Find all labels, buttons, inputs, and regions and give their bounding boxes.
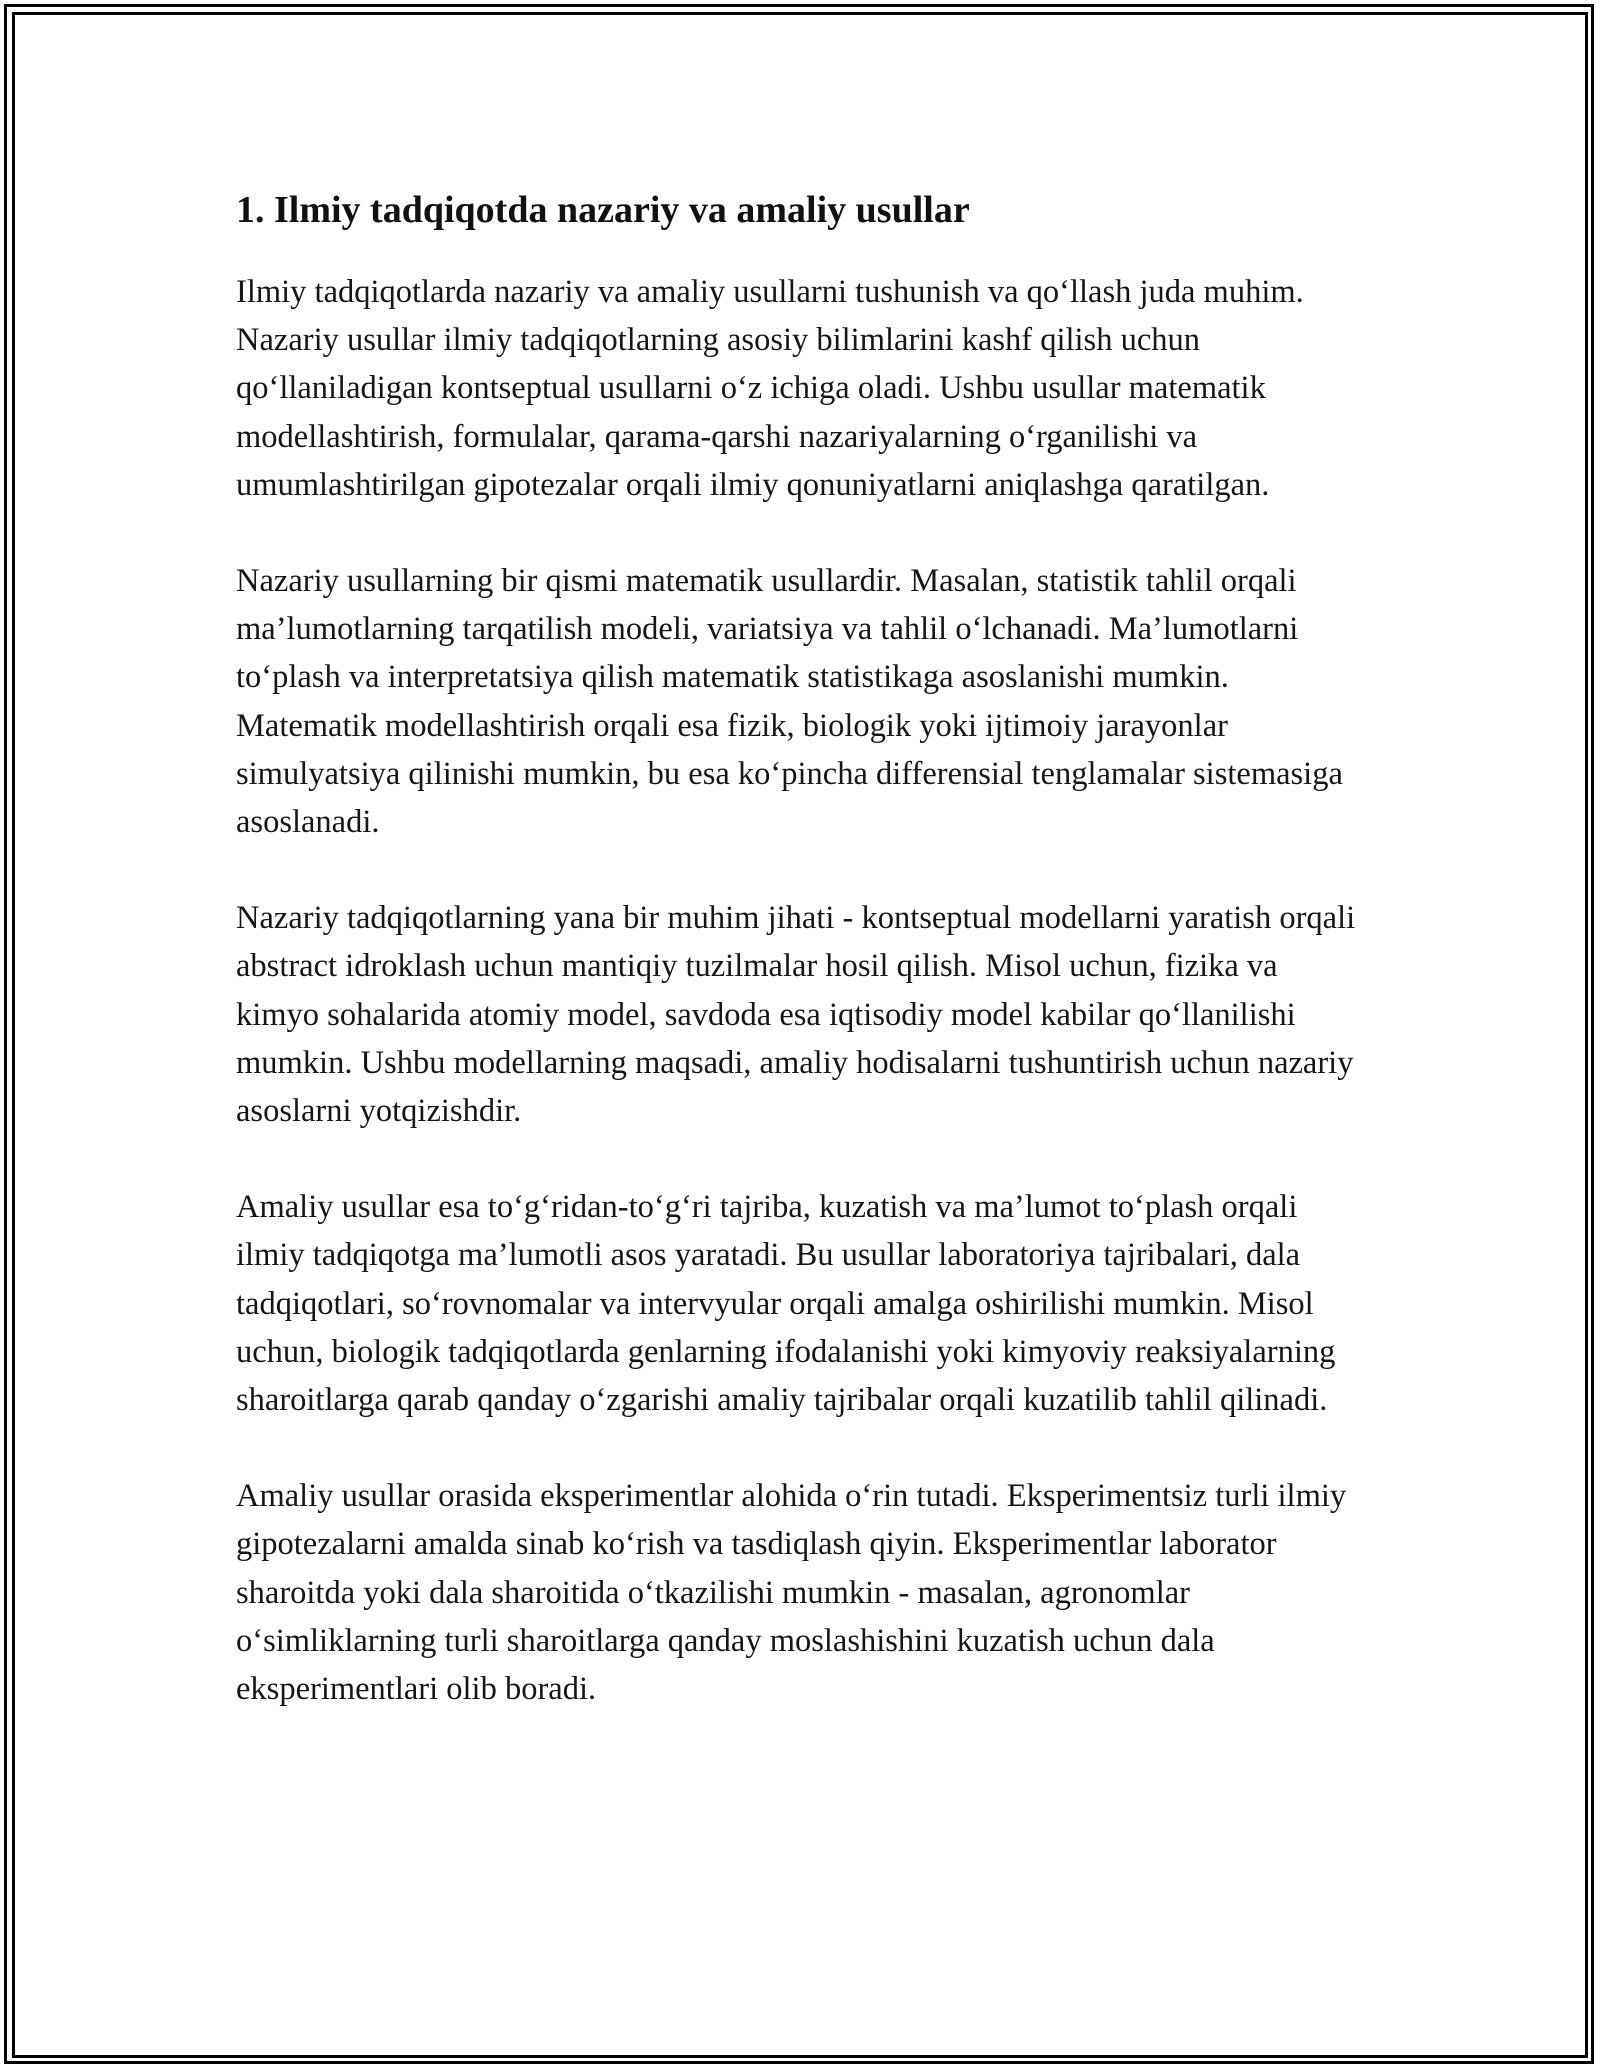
paragraph-1: Ilmiy tadqiqotlarda nazariy va amaliy usullarni tushunish va qo‘llash juda muhim. Nazariy usullar ilmiy tadqiqotlarning asosiy bilimlarini kashf qilish uchun qo‘llaniladigan kontseptual usullarni o‘z ichiga oladi. Ushbu usullar matematik modellashtirish, formulalar, qarama-qarshi nazariyalarning o‘rganilishi va umumlashtirilgan gipotezalar orqali ilmiy qonuniyatlarni aniqlashga qaratilgan. (236, 274, 1304, 503)
paragraph-3: Nazariy tadqiqotlarning yana bir muhim jihati - kontseptual modellarni yaratish orqali abstract idroklash uchun mantiqiy tuzilmalar hosil qilish. Misol uchun, fizika va kimyo sohalarida atomiy model, savdoda esa iqtisodiy model kabilar qo‘llanilishi mumkin. Ushbu modellarning maqsadi, amaliy hodisalarni tushuntirish uchun nazariy asoslarni yotqizishdir. (236, 900, 1356, 1130)
paragraph-4: Amaliy usullar esa to‘g‘ridan-to‘g‘ri tajriba, kuzatish va ma’lumot to‘plash orqali ilmiy tadqiqotga ma’lumotli asos yaratadi. Bu usullar laboratoriya tajribalari, dala tadqiqotlari, so‘rovnomalar va intervyular orqali amalga oshirilishi mumkin. Misol uchun, biologik tadqiqotlarda genlarning ifodalanishi yoki kimyoviy reaksiyalarning sharoitlarga qarab qanday o‘zgarishi amaliy tajribalar orqali kuzatilib tahlil qilinadi. (236, 1189, 1336, 1419)
document-body (236, 186, 1366, 1761)
paragraph-2: Nazariy usullarning bir qismi matematik usullardir. Masalan, statistik tahlil orqali ma’lumotlarning tarqatilish modeli, variatsiya va tahlil o‘lchanadi. Ma’lumotlarni to‘plash va interpretatsiya qilish matematik statistikaga asoslanishi mumkin. Matematik modellashtirish orqali esa fizik, biologik yoki ijtimoiy jarayonlar simulyatsiya qilinishi mumkin, bu esa ko‘pincha differensial tenglamalar sistemasiga asoslanadi. (236, 563, 1343, 841)
section-heading: 1. Ilmiy tadqiqotda nazariy va amaliy usullar (236, 189, 970, 231)
paragraph-5: Amaliy usullar orasida eksperimentlar alohida o‘rin tutadi. Eksperimentsiz turli ilmiy gipotezalarni amalda sinab ko‘rish va tasdiqlash qiyin. Eksperimentlar laborator sharoitda yoki dala sharoitida o‘tkazilishi mumkin - masalan, agronomlar o‘simliklarning turli sharoitlarga qanday moslashishini kuzatish uchun dala eksperimentlari olib boradi. (236, 1478, 1347, 1708)
